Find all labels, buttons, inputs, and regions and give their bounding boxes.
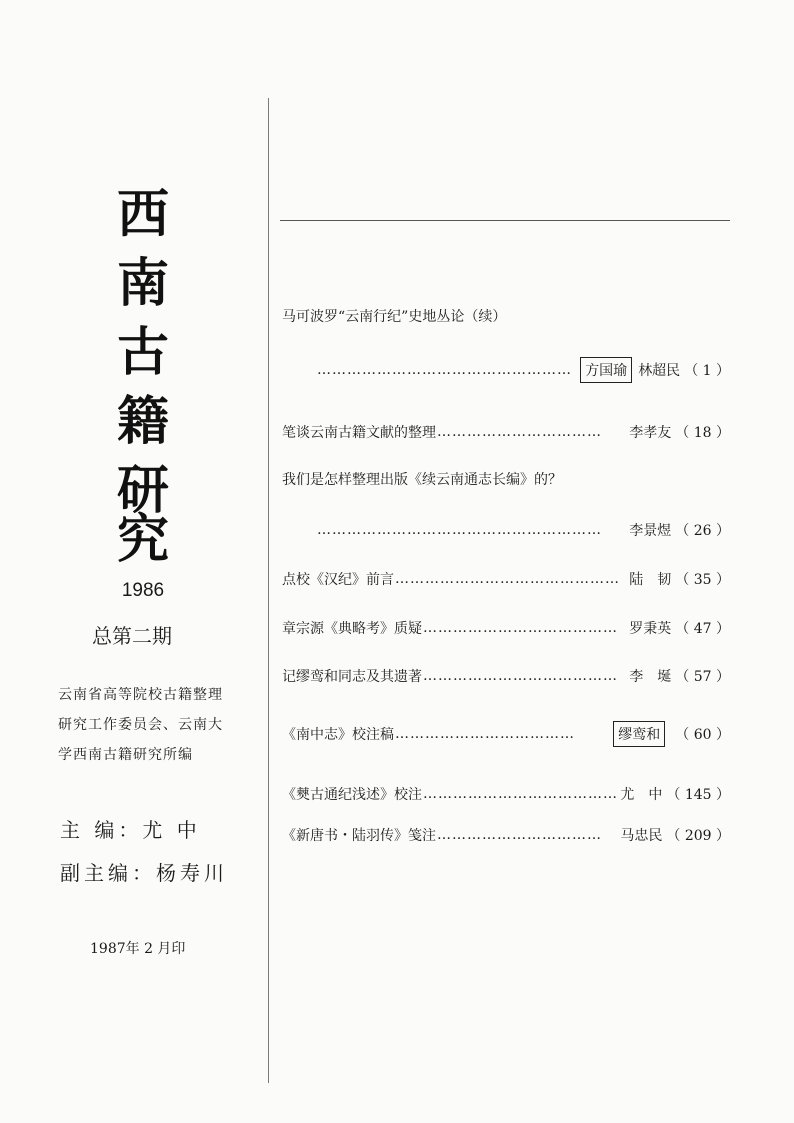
toc-boxed-author: 缪鸾和 [613,721,665,747]
toc-entry [282,664,730,688]
cover-left-column [0,0,268,1123]
toc-leader: ……………………………………… [395,571,620,587]
toc-leader: ……………………………… [395,726,575,742]
toc-entry [316,358,730,382]
toc-entry [282,722,730,746]
toc-page: （ 145 ） [666,787,730,803]
toc-leader: ………………………………… [423,668,618,684]
print-date: 1987年 2 月印 [90,941,186,957]
title-char-4: 籍 [116,392,169,452]
toc-author: 马忠民 [620,828,663,844]
toc-title: 《新唐书・陆羽传》笺注 [282,828,436,844]
column-divider [268,98,269,1083]
title-char-2: 南 [116,254,169,314]
chief-editor: 主 编：尤 中 [60,818,201,842]
toc-author: 李 埏 [629,669,672,685]
toc-title: 点校《汉纪》前言 [282,572,394,588]
title-char-5: 研 [116,461,169,521]
toc-author: 尤 中 [620,787,663,803]
toc-author: 罗秉英 [629,621,672,637]
toc-page: （ 18 ） [675,425,730,441]
toc-author: 李景煜 [629,523,672,539]
toc-leader: ………………………………………………… [317,522,602,538]
toc-leader: …………………………… [437,827,602,843]
toc-entry [282,420,730,444]
toc-page: （ 1 ） [684,363,730,379]
toc-page: （ 57 ） [675,669,730,685]
toc-title: 马可波罗“云南行纪”史地丛论（续） [282,309,507,325]
toc-entry [282,823,730,847]
toc-author: 林超民 [638,363,681,379]
toc-title: 《僰古通纪浅述》校注 [282,787,422,803]
toc-page: （ 60 ） [675,727,730,743]
toc-entry [282,467,730,491]
toc-page: （ 26 ） [675,523,730,539]
toc-title: 《南中志》校注稿 [282,727,394,743]
toc-title: 记缪鸾和同志及其遗著 [282,669,422,685]
title-char-1: 西 [116,185,169,245]
publisher-info [58,680,258,770]
publisher-line: 云南省高等院校古籍整理 [58,687,223,703]
toc-page: （ 35 ） [675,572,730,588]
toc-boxed-author: 方国瑜 [580,357,632,383]
toc-author: 李孝友 [629,425,672,441]
journal-year: 1986 [121,580,165,601]
toc-leader: …………………………………………… [317,362,572,378]
toc-leader: …………………………… [437,424,602,440]
toc-leader: ………………………………… [423,620,618,636]
toc-title: 章宗源《典略考》质疑 [282,621,422,637]
toc-page: （ 209 ） [666,828,730,844]
toc-entry [282,616,730,640]
toc-title: 笔谈云南古籍文献的整理 [282,425,436,441]
toc-top-rule [280,220,730,221]
journal-issue: 总第二期 [92,624,172,648]
publisher-line: 研究工作委员会、云南大 [58,717,223,733]
title-char-6: 究 [116,510,169,570]
publisher-line: 学西南古籍研究所编 [58,747,193,763]
title-char-3: 古 [116,323,169,383]
toc-title: 我们是怎样整理出版《续云南通志长编》的？ [282,472,562,488]
deputy-editor: 副主编：杨寿川 [60,861,228,885]
toc-entry [282,567,730,591]
toc-leader: ………………………………… [423,786,618,802]
toc-page: （ 47 ） [675,621,730,637]
toc-entry [282,304,730,328]
toc-entry [316,518,730,542]
toc-author: 陆 韧 [629,572,672,588]
toc-entry [282,782,730,806]
